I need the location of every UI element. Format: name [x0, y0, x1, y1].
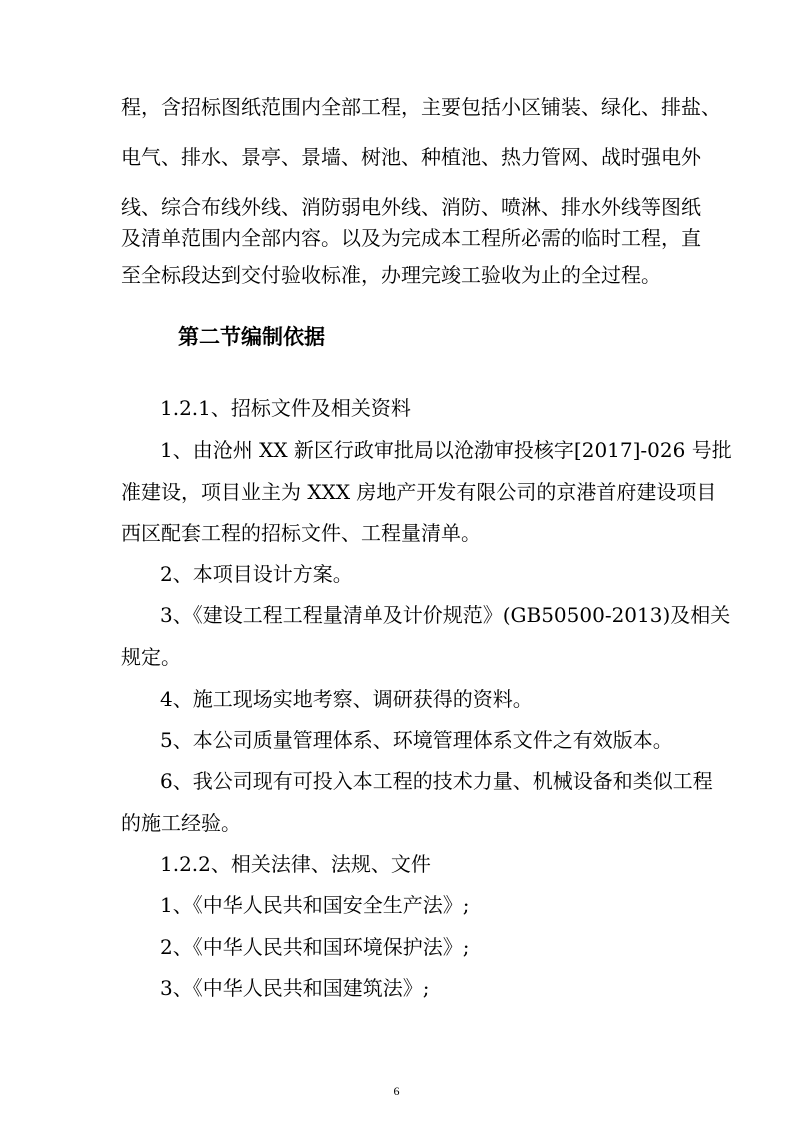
item6-line-2: 的施工经验。	[121, 811, 241, 835]
scope-line-3: 线、综合布线外线、消防弱电外线、消防、喷淋、排水外线等图纸	[121, 195, 701, 219]
scope-line-1: 程，含招标图纸范围内全部工程，主要包括小区铺装、绿化、排盐、	[121, 95, 721, 119]
item3-line-2: 规定。	[121, 645, 181, 669]
item2: 2、本项目设计方案。	[160, 562, 353, 586]
scope-line-2: 电气、排水、景亭、景墙、树池、种植池、热力管网、战时强电外	[121, 145, 701, 169]
item1-line-3: 西区配套工程的招标文件、工程量清单。	[121, 521, 481, 545]
law-item-2: 2、《中华人民共和国环境保护法》;	[160, 935, 470, 959]
subsection-1-title: 1.2.1、招标文件及相关资料	[160, 396, 411, 420]
section-heading: 第二节编制依据	[178, 324, 325, 349]
item1-line-2: 准建设，项目业主为 XXX 房地产开发有限公司的京港首府建设项目	[121, 480, 717, 504]
scope-line-5: 至全标段达到交付验收标准，办理完竣工验收为止的全过程。	[121, 263, 661, 287]
item3-line-1: 3、《建设工程工程量清单及计价规范》(GB50500-2013)及相关	[160, 603, 731, 627]
page-number: 6	[393, 1084, 400, 1098]
item6-line-1: 6、我公司现有可投入本工程的技术力量、机械设备和类似工程	[160, 769, 713, 793]
item5: 5、本公司质量管理体系、环境管理体系文件之有效版本。	[160, 728, 673, 752]
subsection-2-title: 1.2.2、相关法律、法规、文件	[160, 852, 431, 876]
scope-line-4: 及清单范围内全部内容。以及为完成本工程所必需的临时工程，直	[121, 226, 701, 250]
item4: 4、施工现场实地考察、调研获得的资料。	[160, 687, 533, 711]
law-item-1: 1、《中华人民共和国安全生产法》;	[160, 893, 470, 917]
law-item-3: 3、《中华人民共和国建筑法》;	[160, 976, 430, 1000]
item1-line-1: 1、由沧州 XX 新区行政审批局以沧渤审投核字[2017]-026 号批	[160, 438, 732, 462]
